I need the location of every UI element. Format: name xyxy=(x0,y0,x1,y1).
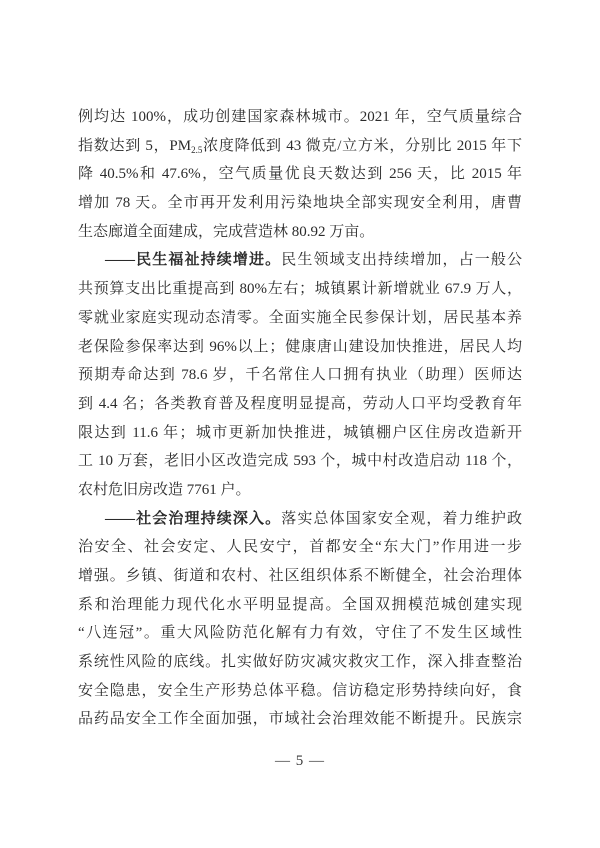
page-number: — 5 — xyxy=(275,753,325,769)
text-line xyxy=(78,189,522,218)
text-line xyxy=(78,419,522,448)
text-line xyxy=(78,246,522,275)
body-text: 零就业家庭实现动态清零。全面实施全民参保计划，居民基本养 xyxy=(78,309,522,326)
text-line xyxy=(78,677,522,706)
text-line xyxy=(78,562,522,591)
text-line xyxy=(78,132,522,161)
body-text: 指数达到 5，PM xyxy=(78,137,192,154)
body-text: 老保险参保率达到 96%以上；健康唐山建设加快推进，居民人均 xyxy=(78,338,522,355)
body-text: 浓度降低到 43 微克/立方米，分别比 2015 年下 xyxy=(202,137,522,154)
body-text: 落实总体国家安全观，着力维护政 xyxy=(281,510,522,527)
body-text: 限达到 11.6 年；城市更新加快推进，城镇棚户区住房改造新开 xyxy=(78,424,522,441)
text-line xyxy=(78,333,522,362)
body-text: “八连冠”。重大风险防范化解有力有效，守住了不发生区域性 xyxy=(78,625,522,642)
body-text: 民生领域支出持续增加，占一般公 xyxy=(281,252,522,269)
body-text: 生态廊道全面建成，完成营造林 80.92 万亩。 xyxy=(78,223,375,240)
paragraph-lead-bold: ——社会治理持续深入。 xyxy=(105,510,282,527)
text-line xyxy=(78,505,522,534)
text-line xyxy=(78,304,522,333)
body-text: 共预算支出比重提高到 80%左右；城镇累计新增就业 67.9 万人， xyxy=(78,281,522,298)
text-line xyxy=(78,275,522,304)
document-body xyxy=(78,103,522,734)
text-line xyxy=(78,390,522,419)
body-text: 治安全、社会安定、人民安宁，首都安全“东大门”作用进一步 xyxy=(78,539,522,556)
body-text: 降 40.5%和 47.6%，空气质量优良天数达到 256 天，比 2015 年 xyxy=(78,166,522,183)
text-line xyxy=(78,476,522,505)
body-text: 工 10 万套，老旧小区改造完成 593 个，城中村改造启动 118 个， xyxy=(78,453,522,470)
text-line xyxy=(78,361,522,390)
body-text: 例均达 100%，成功创建国家森林城市。2021 年，空气质量综合 xyxy=(78,109,522,125)
body-text: 系和治理能力现代化水平明显提高。全国双拥模范城创建实现 xyxy=(78,596,522,613)
body-text: 增加 78 天。全市再开发利用污染地块全部实现安全利用，唐曹 xyxy=(78,195,522,212)
subscript-text: 2.5 xyxy=(191,144,203,155)
body-text: 增强。乡镇、街道和农村、社区组织体系不断健全，社会治理体 xyxy=(78,568,522,584)
text-line xyxy=(78,648,522,677)
text-line xyxy=(78,705,522,734)
body-text: 预期寿命达到 78.6 岁，千名常住人口拥有执业（助理）医师达 xyxy=(78,367,522,384)
text-line xyxy=(78,533,522,562)
text-line xyxy=(78,103,522,132)
text-line xyxy=(78,218,522,247)
body-text: 到 4.4 名；各类教育普及程度明显提高，劳动人口平均受教育年 xyxy=(78,395,522,412)
paragraph-lead-bold: ——民生福祉持续增进。 xyxy=(105,252,282,269)
text-line xyxy=(78,591,522,620)
body-text: 系统性风险的底线。扎实做好防灾减灾救灾工作，深入排查整治 xyxy=(78,654,522,671)
text-line xyxy=(78,160,522,189)
text-line xyxy=(78,447,522,476)
text-line xyxy=(78,619,522,648)
body-text: 安全隐患，安全生产形势总体平稳。信访稳定形势持续向好，食 xyxy=(78,682,522,699)
body-text: 农村危旧房改造 7761 户。 xyxy=(78,481,251,498)
body-text: 品药品安全工作全面加强，市域社会治理效能不断提升。民族宗 xyxy=(78,711,522,728)
